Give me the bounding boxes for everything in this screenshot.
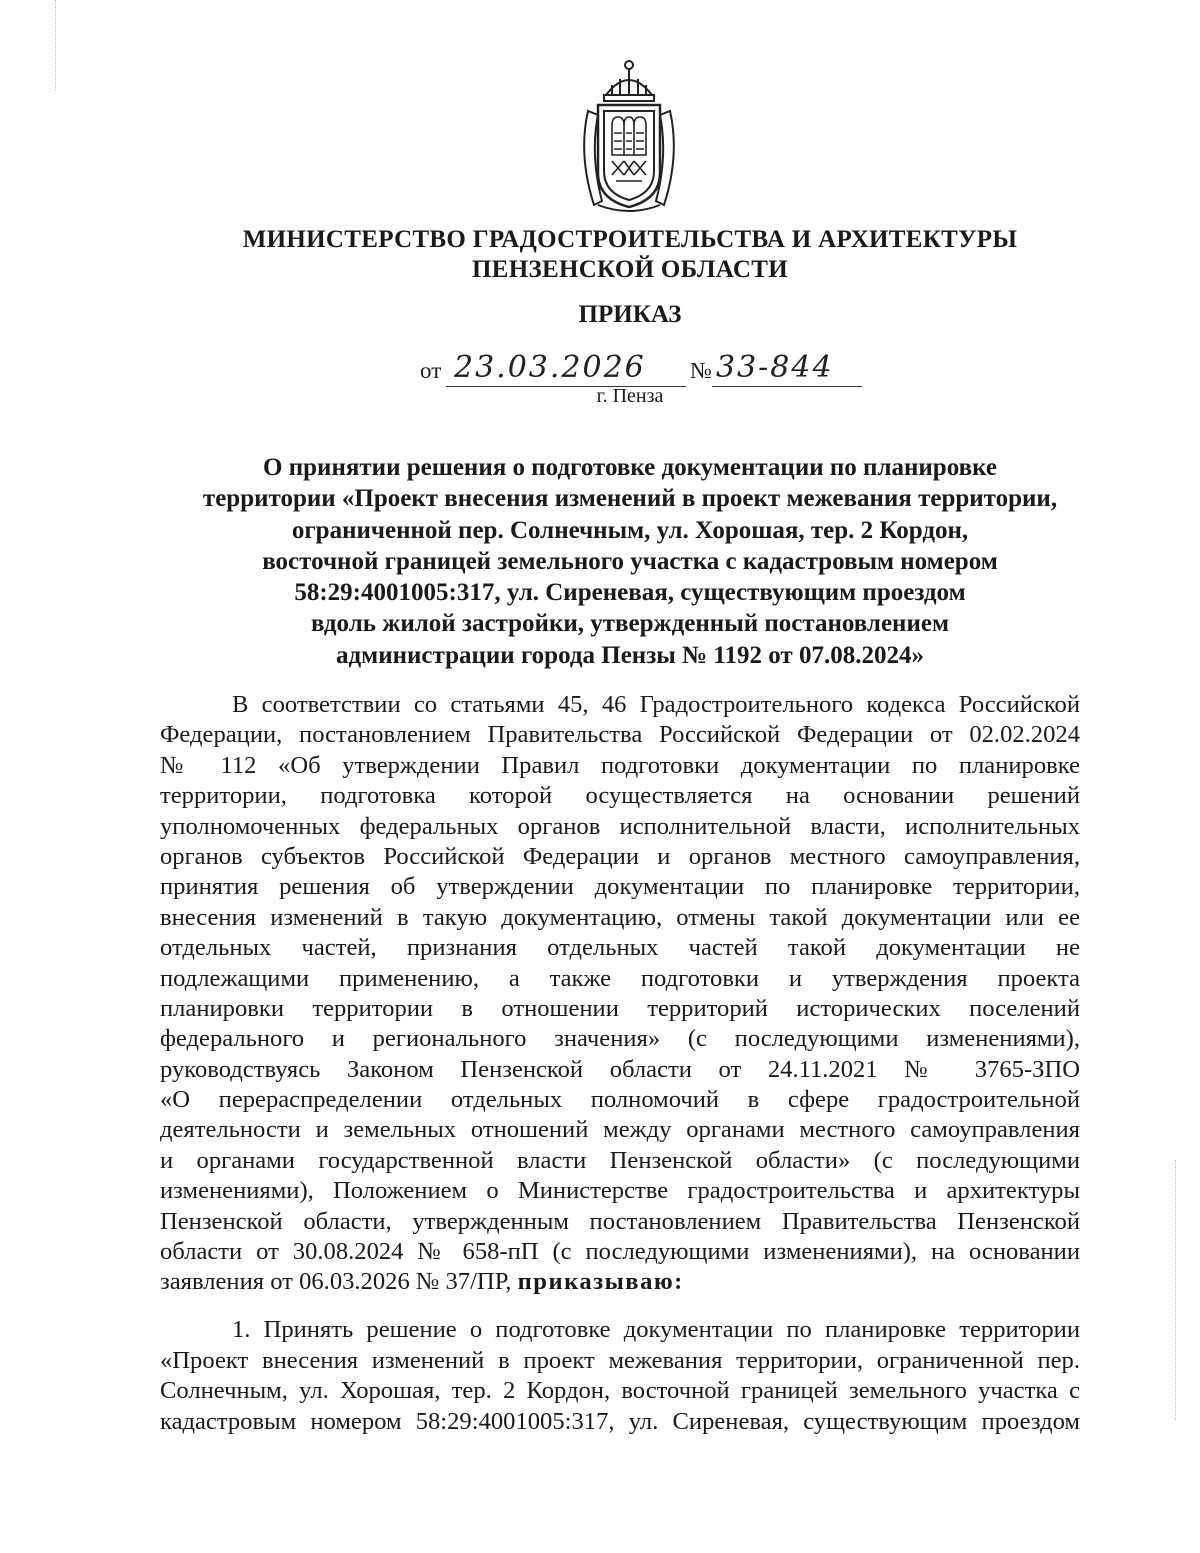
- date-number-line: [420, 350, 880, 390]
- body-line: федерального и регионального значения» (с последующими изменениями),: [160, 1025, 1080, 1053]
- scan-edge-mark: [1175, 1160, 1176, 1420]
- body-line: планировки территории в отношении территорий исторических поселений: [160, 994, 1080, 1022]
- date-prefix: от: [420, 358, 442, 383]
- item-line: кадастровым номером 58:29:4001005:317, ул. Сиреневая, существующим проездом: [160, 1407, 1080, 1435]
- title-line: О принятии решения о подготовке документации по планировке: [263, 454, 997, 481]
- document-type: ПРИКАЗ: [578, 301, 682, 328]
- body-line: территории, подготовка которой осуществляется на основании решений: [160, 782, 1080, 810]
- item-line: 1. Принять решение о подготовке документации по планировке территории: [232, 1316, 1080, 1343]
- organization-name-line1: МИНИСТЕРСТВО ГРАДОСТРОИТЕЛЬСТВА И АРХИТЕКТУРЫ: [242, 226, 1018, 253]
- city-name: г. Пенза: [596, 385, 664, 407]
- body-line: Федерации, постановлением Правительства Российской Федерации от 02.02.2024: [160, 721, 1080, 749]
- body-line: деятельности и земельных отношений между органами местного самоуправления: [160, 1116, 1080, 1144]
- body-line: отдельных частей, признания отдельных частей такой документации не: [160, 934, 1080, 962]
- scan-edge-mark: [55, 0, 56, 90]
- item-line: Солнечным, ул. Хорошая, тер. 2 Кордон, восточной границей земельного участка с: [160, 1377, 1080, 1404]
- organization-name-line2: ПЕНЗЕНСКОЙ ОБЛАСТИ: [472, 256, 788, 283]
- title-line: территории «Проект внесения изменений в проект межевания территории,: [202, 485, 1058, 513]
- body-line: принятия решения об утверждении документации по планировке территории,: [160, 873, 1080, 901]
- item-line: «Проект внесения изменений в проект межевания территории, ограниченной пер.: [160, 1346, 1080, 1374]
- title-line: 58:29:4001005:317, ул. Сиреневая, существующим проездом: [294, 579, 966, 607]
- order-title: [150, 452, 1110, 671]
- body-line: «О перераспределении отдельных полномочий в сфере градостроительной: [160, 1086, 1080, 1114]
- body-line: изменениями), Положением о Министерстве градостроительства и архитектуры: [160, 1177, 1080, 1205]
- order-verb: приказываю:: [517, 1268, 684, 1296]
- body-line: В соответствии со статьями 45, 46 Градостроительного кодекса Российской: [232, 691, 1080, 718]
- preamble-paragraph: [160, 690, 1080, 1298]
- title-line: администрации города Пензы № 1192 от 07.08.2024»: [336, 641, 924, 669]
- body-line: органов субъектов Российской Федерации и органов местного самоуправления,: [160, 842, 1080, 870]
- body-line: уполномоченных федеральных органов исполнительной власти, исполнительных: [160, 812, 1080, 840]
- number-prefix: №: [690, 358, 712, 383]
- body-line: № 112 «Об утверждении Правил подготовки документации по планировке: [160, 751, 1080, 779]
- order-item-1: [160, 1315, 1080, 1437]
- body-line: области от 30.08.2024 № 658-пП (с последующими изменениями), на основании: [160, 1238, 1080, 1266]
- body-last-line: [160, 1267, 1080, 1297]
- coat-of-arms-icon: [568, 55, 690, 215]
- body-line: подлежащими применению, а также подготовки и утверждения проекта: [160, 964, 1080, 992]
- handwritten-date: 23.03.2026: [454, 350, 646, 385]
- handwritten-number: 33-844: [716, 350, 834, 385]
- body-line: руководствуясь Законом Пензенской области от 24.11.2021 № 3765-ЗПО: [160, 1055, 1080, 1083]
- title-line: восточной границей земельного участка с кадастровым номером: [262, 547, 998, 575]
- title-line: ограниченной пер. Солнечным, ул. Хорошая, тер. 2 Кордон,: [291, 516, 969, 544]
- body-line: внесения изменений в такую документацию, отмены такой документации или ее: [160, 903, 1080, 931]
- title-line: вдоль жилой застройки, утвержденный постановлением: [311, 610, 949, 638]
- body-last-line-text: заявления от 06.03.2026 № 37/ПР,: [160, 1268, 518, 1296]
- body-line: Пензенской области, утвержденным постановлением Правительства Пензенской: [160, 1207, 1080, 1235]
- body-line: и органами государственной власти Пензенской области» (с последующими: [160, 1146, 1080, 1174]
